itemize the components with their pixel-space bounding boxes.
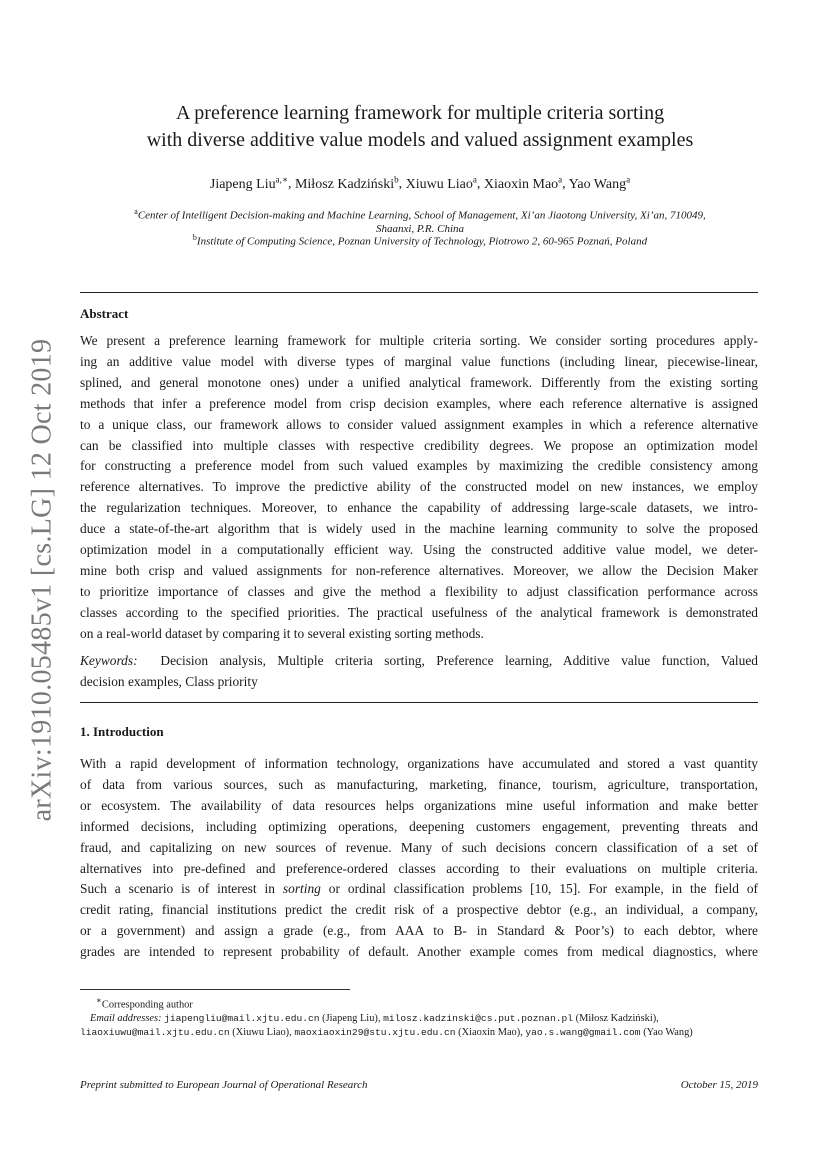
intro-line: fraud, and capitalizing on new sources of revenue. Many of such decisions concern classification of a set of bbox=[80, 839, 758, 855]
abstract-line: on a real-world dataset by comparing it to several existing sorting methods. bbox=[80, 625, 484, 641]
abstract-line: splined, and general monotone ones) under a unified analytical framework. Differently from the existing sorting bbox=[80, 374, 758, 390]
abstract-heading: Abstract bbox=[80, 306, 129, 321]
footnote-rule bbox=[80, 989, 350, 990]
email-link[interactable]: yao.s.wang@gmail.com bbox=[525, 1027, 641, 1039]
intro-line: alternatives into pre-defined and preference-ordered classes according to their evaluations on multiple criteria. bbox=[80, 860, 758, 876]
abstract-line: can be classified into multiple classes with respective credibility degrees. We propose an optimization model bbox=[80, 437, 758, 453]
arxiv-identifier-stamp bbox=[22, 335, 62, 825]
sorting-emphasis: sorting bbox=[282, 881, 321, 897]
abstract-top-rule bbox=[80, 292, 758, 293]
corresponding-author-note: ∗Corresponding author bbox=[96, 995, 193, 1011]
abstract-body bbox=[80, 331, 758, 645]
abstract-line: the regularization techniques. Moreover, to enhance the capability of addressing large-scale datasets, we intro- bbox=[80, 500, 758, 516]
email-addresses-line-1: Email addresses: jiapengliu@mail.xjtu.edu.cn (Jiapeng Liu), milosz.kadzinski@cs.put.poznan.pl (Miłosz Kadziński), bbox=[90, 1013, 659, 1025]
abstract-line: We present a preference learning framework for multiple criteria sorting. We consider sorting procedures apply- bbox=[80, 333, 758, 348]
abstract-line: duce a state-of-the-art algorithm that is widely used in the machine learning community to solve the proposed bbox=[80, 521, 758, 537]
footer-submission-note: Preprint submitted to European Journal of Operational Research bbox=[80, 1079, 368, 1091]
author-1: Jiapeng Liu$^{a,∗}$ bbox=[209, 174, 288, 192]
intro-line: Such a scenario is of interest in sorting or ordinal classification problems [10, 15]. For example, in the field of bbox=[80, 881, 758, 897]
author-4: Xiaoxin Mao$^a$ bbox=[483, 174, 563, 192]
keywords-block bbox=[80, 651, 758, 693]
abstract-line: for constructing a preference model from such valued examples by maximizing the credible consistency among bbox=[80, 458, 758, 474]
author-5: Yao Wang$^a$ bbox=[568, 174, 631, 192]
abstract-line: mine both crisp and valued assignments for non-reference alternatives. Moreover, we allow the Decision Maker bbox=[80, 562, 758, 578]
abstract-line: to prioritize importance of classes and give the method a flexibility to adjust classification performance across bbox=[80, 583, 758, 599]
introduction-heading: 1. Introduction bbox=[80, 724, 164, 739]
abstract-line: reference alternatives. To improve the predictive ability of the constructed model on new instances, we employ bbox=[80, 479, 758, 495]
affiliation-a: $^a$Center of Intelligent Decision-making and Machine Learning, School of Management, Xi’an Jiaotong University, Xi’an, 710049, Shaanxi, P.R. China bbox=[134, 207, 706, 235]
email-link[interactable]: milosz.kadzinski@cs.put.poznan.pl bbox=[383, 1013, 574, 1025]
author-2: Miłosz Kadziński$^b$ bbox=[294, 174, 399, 192]
intro-line: credit rating, financial institutions predict the credit risk of a prospective debtor (e.g., an individual, a company, bbox=[80, 902, 758, 918]
title-line-1: A preference learning framework for multiple criteria sorting bbox=[175, 102, 665, 124]
affiliation-b: $^b$Institute of Computing Science, Poznan University of Technology, Piotrowo 2, 60-965 Poznań, Poland bbox=[192, 233, 648, 248]
keywords-line-1: Keywords: Decision analysis, Multiple criteria sorting, Preference learning, Additive value function, Valued bbox=[80, 653, 758, 668]
email-link[interactable]: liaoxiuwu@mail.xjtu.edu.cn bbox=[80, 1027, 230, 1039]
abstract-line: optimization model in a computationally efficient way. Using the constructed additive value model, we deter- bbox=[80, 542, 758, 558]
footnote bbox=[80, 993, 758, 1040]
author-3: Xiuwu Liao$^a$ bbox=[405, 174, 477, 192]
email-link[interactable]: jiapengliu@mail.xjtu.edu.cn bbox=[164, 1013, 320, 1025]
intro-line: of data from various sources, such as manufacturing, marketing, finance, tourism, agriculture, transportation, bbox=[80, 776, 758, 792]
introduction-body bbox=[80, 754, 758, 963]
intro-line: With a rapid development of information technology, organizations have accumulated and stored a vast quantity bbox=[80, 756, 758, 771]
footer-date: October 15, 2019 bbox=[680, 1079, 758, 1091]
arxiv-id-text: arXiv:1910.05485v1 [cs.LG] 12 Oct 2019 bbox=[26, 338, 57, 822]
author-list: Jiapeng Liu$^{a,∗}$, Miłosz Kadziński$^b$, Xiuwu Liao$^a$, Xiaoxin Mao$^a$, Yao Wang$^a$ bbox=[209, 174, 631, 192]
intro-line: or ecosystem. The availability of data resources helps organizations mine useful information and make better bbox=[80, 797, 758, 813]
email-link[interactable]: maoxiaoxin29@stu.xjtu.edu.cn bbox=[294, 1027, 456, 1039]
paper-title bbox=[80, 100, 760, 154]
keywords-label: Keywords: bbox=[80, 653, 138, 668]
abstract-line: classes according to the specified priorities. The practical usefulness of the analytical framework is demonstrated bbox=[80, 604, 758, 620]
intro-line: informed decisions, including optimizing operations, deepening customers engagement, preventing threats and bbox=[80, 818, 758, 834]
email-addresses-line-2: liaoxiuwu@mail.xjtu.edu.cn (Xiuwu Liao), maoxiaoxin29@stu.xjtu.edu.cn (Xiaoxin Mao), yao.s.wang@gmail.com (Yao Wang) bbox=[80, 1027, 693, 1039]
keywords-line-2: decision examples, Class priority bbox=[80, 673, 258, 689]
abstract-bottom-rule bbox=[80, 702, 758, 703]
abstract-line: to a unique class, our framework allows to consider valued assignment examples in which a reference alternative bbox=[80, 416, 758, 432]
intro-line: or a government) and assign a grade (e.g., from AAA to B- in Standard & Poor’s) to each debtor, where bbox=[80, 923, 758, 939]
intro-line: grades are intended to represent probability of default. Another example comes from medical diagnostics, where bbox=[80, 944, 758, 960]
title-line-2: with diverse additive value models and valued assignment examples bbox=[146, 129, 694, 151]
abstract-line: methods that infer a preference model from crisp decision examples, where each reference alternative is assigned bbox=[80, 395, 758, 411]
abstract-line: ing an additive value model with diverse types of marginal value functions (including linear, piecewise-linear, bbox=[80, 353, 758, 369]
